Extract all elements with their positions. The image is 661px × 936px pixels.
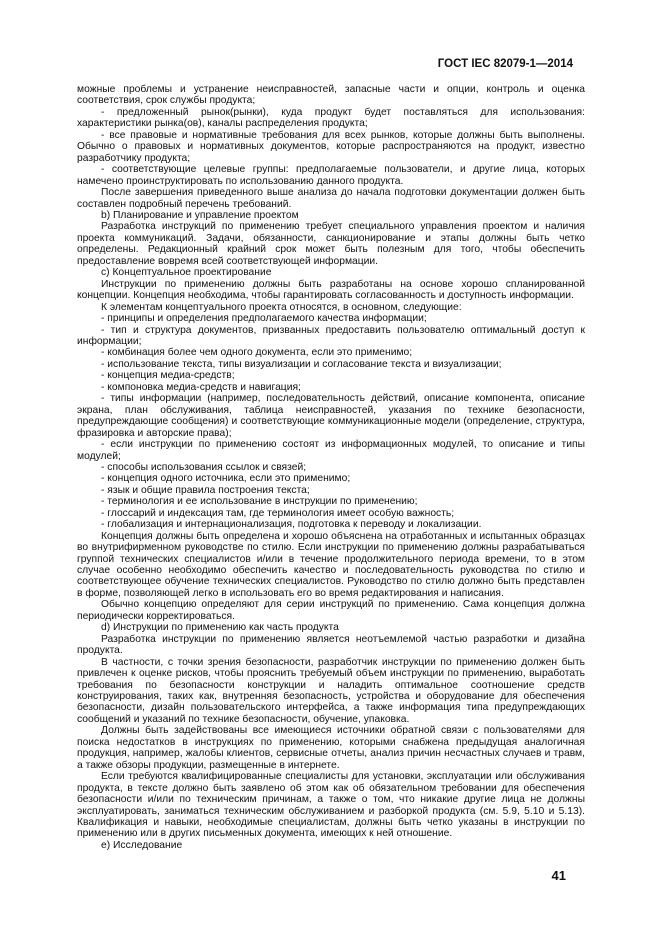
paragraph: Если требуются квалифицированные специалисты для установки, эксплуатации или обслуживания продукта, в тексте должно быть заявлено об этом как об обязательном требовании для обеспечения безопасности и/или по техническим причинам, а также о том, что никакие другие лица не должны эксплуатировать, заниматься техническим обслуживанием и разборкой продукта (см. 5.9, 5.10 и 5.13). Квалификация и навыки, необходимые специалистам, должны быть четко указаны в инструкции по применению или в других письменных документа, имеющих к ней отношение. [77, 771, 585, 840]
page-body [77, 84, 585, 851]
paragraph: После завершения приведенного выше анализа до начала подготовки документации должен быть составлен подробный перечень требований. [77, 187, 585, 210]
paragraph: c) Концептуальное проектирование [101, 267, 272, 279]
paragraph: - компоновка медиа-средств и навигация; [101, 381, 301, 393]
paragraph: Разработка инструкции по применению является неотъемлемой частью разработки и дизайна продукта. [77, 633, 585, 657]
paragraph: - глоссарий и индексация там, где терминология имеет особую важность; [101, 507, 455, 519]
paragraph: можные проблемы и устранение неисправностей, запасные части и опции, контроль и оценка соответствия, срок службы продукта; [77, 84, 585, 107]
paragraph: - глобализация и интернационализация, подготовка к переводу и локализации. [101, 519, 482, 531]
paragraph: - принципы и определения предполагаемого качества информации; [101, 313, 427, 325]
paragraph: e) Исследование [101, 839, 183, 851]
paragraph: - типы информации (например, последовательность действий, описание компонента, описание экрана, план обслуживания, таблица неисправностей, указания по технике безопасности, предупреждающие сообщения) и соответствующие коммуникационные модели (определение, структура, фразировка и авторские права); [77, 393, 585, 439]
paragraph: Инструкции по применению должны быть разработаны на основе хорошо спланированной концепции. Концепция необходима, чтобы гарантировать согласованность и доступность информации. [77, 278, 585, 302]
paragraph: - тип и структура документов, призванных предоставить пользователю оптимальный доступ к информации; [77, 324, 585, 347]
paragraph: - концепция медиа-средств; [101, 370, 235, 382]
paragraph: К элементам концептуального проекта относятся, в основном, следующие: [101, 301, 462, 313]
paragraph: - если инструкции по применению состоят из информационных модулей, то описание и типы модулей; [77, 439, 585, 462]
page-number: 41 [551, 868, 566, 883]
document-code: ГОСТ IEC 82079-1—2014 [437, 58, 573, 70]
paragraph: - предложенный рынок(рынки), куда продукт будет поставляться для использования: характеристики рынка(ов), каналы распределения продукта; [77, 106, 585, 130]
paragraph: - все правовые и нормативные требования для всех рынков, которые должны быть выполнены. Обычно о правовых и нормативных документов, которые распространяются на продукт, известно разработчику продукта; [77, 129, 585, 164]
paragraph: d) Инструкции по применению как часть продукта [101, 622, 339, 634]
paragraph: - язык и общие правила построения текста; [101, 484, 310, 496]
paragraph: Обычно концепцию определяют для серии инструкций по применению. Сама концепция должна периодически корректироваться. [77, 599, 585, 622]
paragraph: Должны быть задействованы все имеющиеся источники обратной связи с пользователями для поиска недостатков в инструкциях по применению, которыми снабжена предыдущая аналогичная продукция, например, жалобы клиентов, сервисные отчеты, анализ причин несчастных случаев и травм, а также обзоры продукции, размещенные в интернете. [77, 725, 585, 771]
paragraph: Концепция должны быть определена и хорошо объяснена на отработанных и испытанных образцах во внутрифирменном руководстве по стилю. Если инструкции по применению должны разрабатываться группой технических специалистов и/или в течение продолжительного периода времени, то в этом случае особенно необходимо обеспечить качество и последовательность руководства по стилю и соответствующее обучение технических специалистов. Руководство по стилю должно быть представлен в форме, позволяющей легко в использовать его во время редактирования и написания. [77, 530, 585, 599]
paragraph: В частности, с точки зрения безопасности, разработчик инструкции по применению должен быть привлечен к оценке рисков, чтобы прояснить требуемый объем инструкции по применению, выработать требования по безопасности конструкции и наладить оптимальное соотношение средств конструирования, таких как, внутренняя безопасность, устройства и оборудование для обеспечения безопасности, дизайн пользовательского интерфейса, а также информация типа предупреждающих сообщений и указаний по технике безопасности, обучение, упаковка. [77, 656, 585, 725]
paragraph: b) Планирование и управление проектом [101, 209, 299, 221]
paragraph: - терминология и ее использование в инструкции по применению; [101, 496, 418, 508]
paragraph: - концепция одного источника, если это применимо; [101, 473, 351, 485]
paragraph: - способы использования ссылок и связей; [101, 461, 307, 473]
paragraph: - соответствующие целевые группы: предполагаемые пользователи, и другие лица, которых намечено проинструктировать по использованию данного продукта. [77, 164, 585, 187]
paragraph: Разработка инструкций по применению требует специального управления проектом и наличия проекта коммуникаций. Задачи, обязанности, санкционирование и этапы должны быть четко определены. Редакционный крайний срок может быть полезным для того, чтобы обеспечить предоставление вовремя всей соответствующей информации. [77, 221, 585, 267]
paragraph: - использование текста, типы визуализации и согласование текста и визуализации; [101, 358, 502, 370]
paragraph: - комбинация более чем одного документа, если это применимо; [101, 347, 413, 359]
